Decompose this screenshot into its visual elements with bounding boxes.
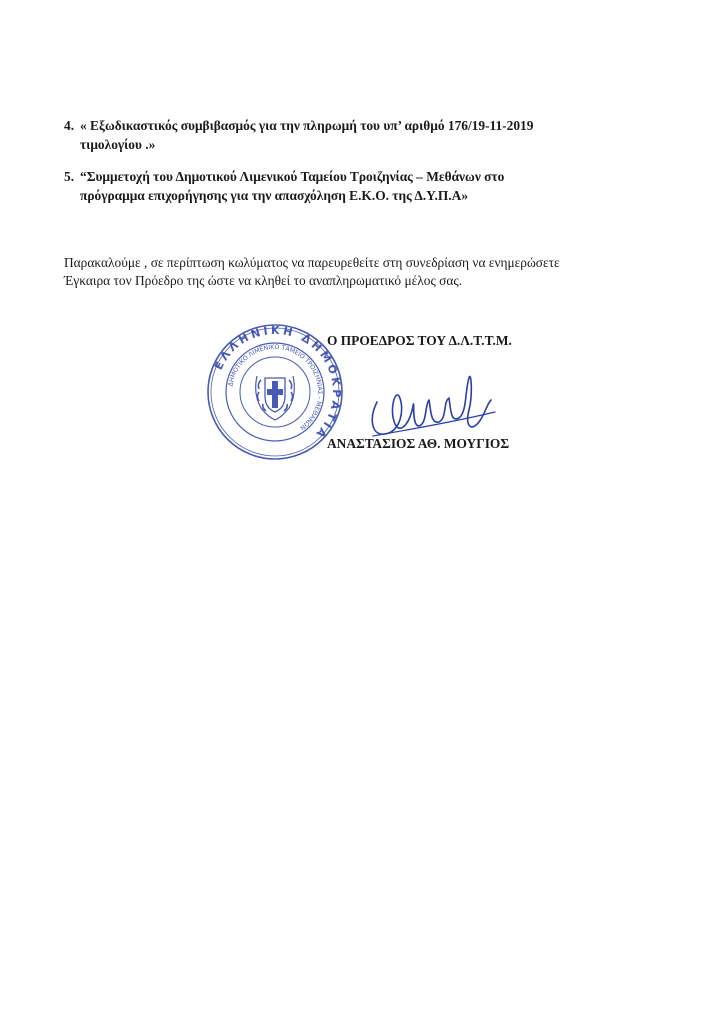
agenda-item-number: 4.	[64, 118, 75, 133]
seal-inner-text: ΔΗΜΟΤΙΚΟ ΛΙΜΕΝΙΚΟ ΤΑΜΕΙΟ ΤΡΟΙΖΗΝΙΑΣ - ΜΕΘΑΝΩΝ	[227, 343, 324, 432]
agenda-item-text-line2: τιμολογίου .»	[80, 137, 156, 152]
agenda-item-text-line1: « Εξωδικαστικός συμβιβασμός για την πληρωμή του υπ’ αριθμό 176/19-11-2019	[80, 118, 534, 133]
agenda-item-text-line1: “Συμμετοχή του Δημοτικού Λιμενικού Ταμείου Τροιζηνίας – Μεθάνων στο	[80, 169, 505, 184]
agenda-item-number: 5.	[64, 169, 75, 184]
coat-of-arms-icon	[256, 376, 295, 420]
signatory-name: ΑΝΑΣΤΑΣΙΟΣ ΑΘ. ΜΟΥΓΙΟΣ	[327, 436, 510, 451]
notice-line2: Έγκαιρα τον Πρόεδρο της ώστε να κληθεί το αναπληρωματικό μέλος σας.	[64, 273, 462, 288]
agenda-item-text-line2: πρόγραμμα επιχορήγησης για την απασχόληση Ε.Κ.Ο. της Δ.Υ.Π.Α»	[80, 188, 469, 203]
notice-line1: Παρακαλούμε , σε περίπτωση κωλύματος να παρευρεθείτε στη συνεδρίαση να ενημερώσετε	[64, 255, 560, 270]
official-seal-stamp	[205, 322, 345, 462]
seal-outer-text: ΕΛΛΗΝΙΚΗ ΔΗΜΟΚΡΑΤΙΑ	[211, 323, 344, 443]
signatory-title: Ο ΠΡΟΕΔΡΟΣ ΤΟΥ Δ.Λ.Τ.Τ.Μ.	[327, 333, 512, 348]
absence-notice-paragraph	[64, 254, 664, 290]
